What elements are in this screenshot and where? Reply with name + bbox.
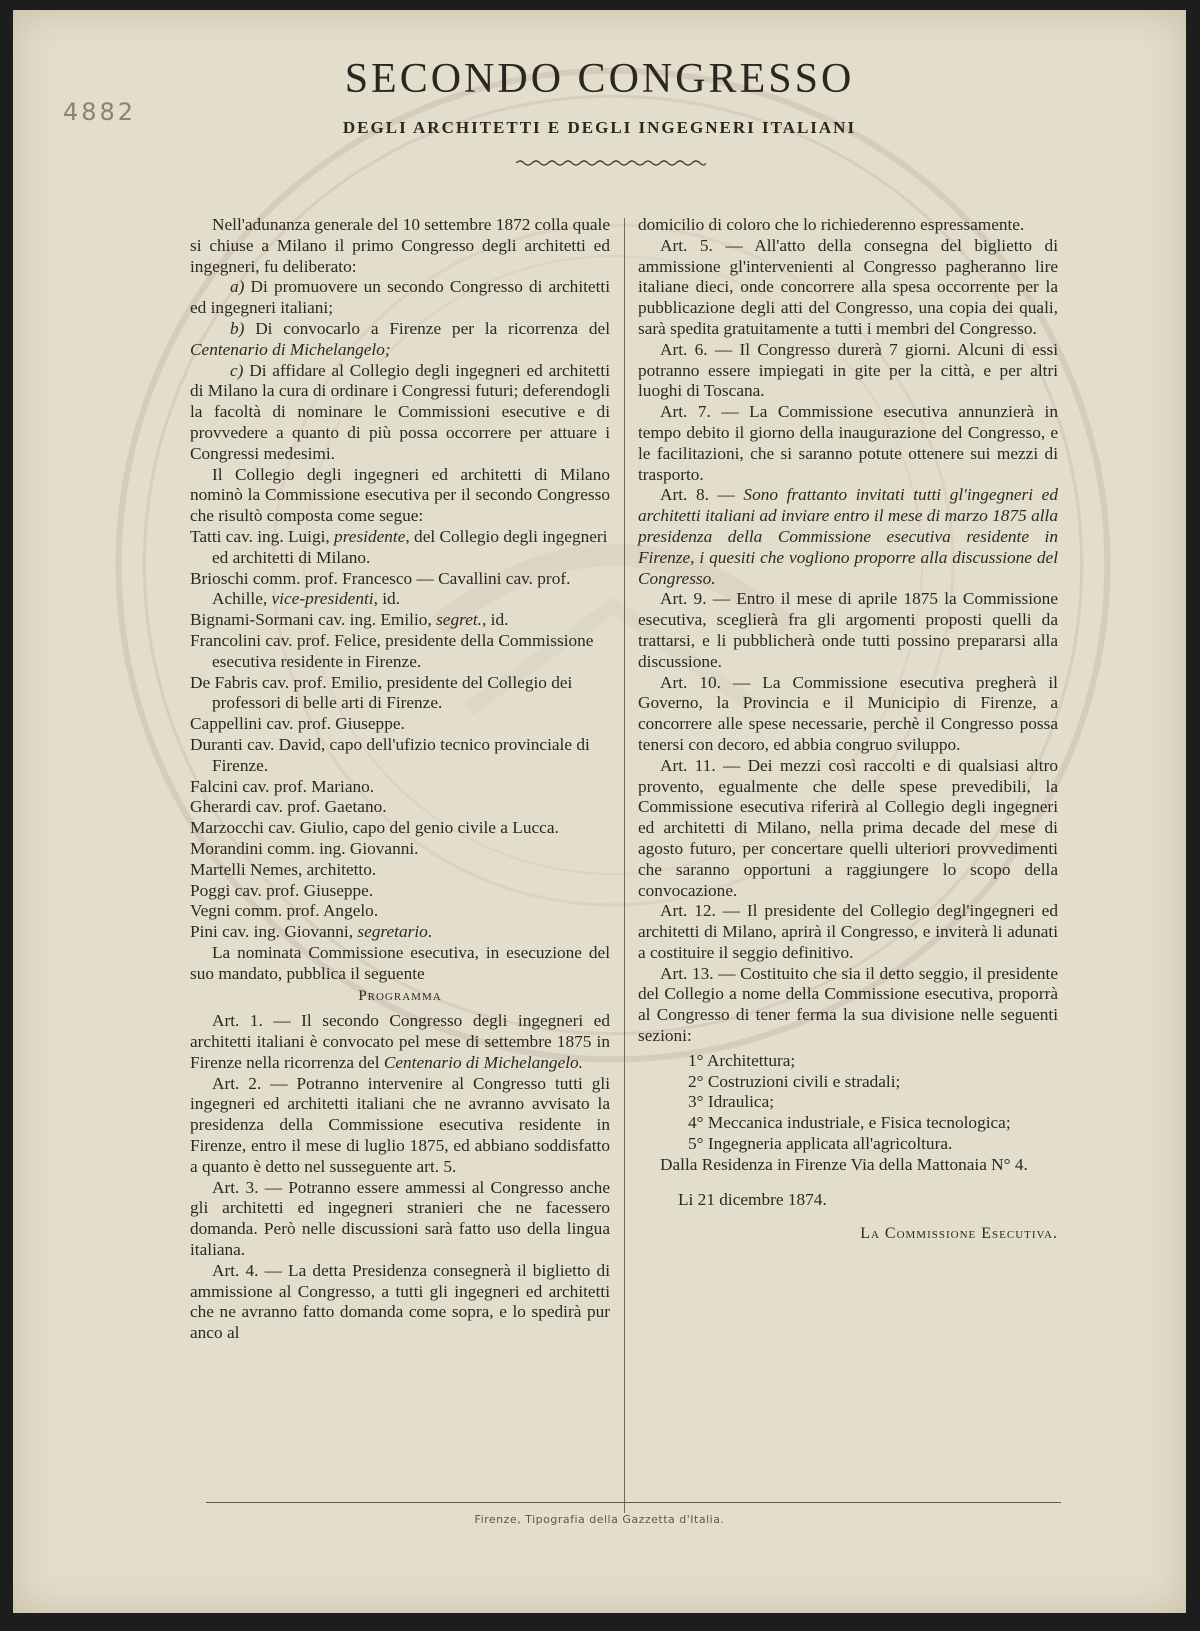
- member-role: segret.: [436, 610, 482, 630]
- resolution-b-italic: Centenario di Michelangelo;: [190, 339, 391, 359]
- member-text: Falcini cav. prof. Mariano.: [190, 776, 375, 796]
- member-entry: [190, 777, 610, 798]
- member-text: Brioschi comm. prof. Francesco — Cavallini cav. prof. Achille,: [190, 568, 571, 609]
- resolution-c-marker: c): [230, 360, 244, 380]
- member-text: Martelli Nemes, architetto.: [190, 859, 377, 879]
- member-text: Duranti cav. David, capo dell'ufizio tecnico provinciale di Firenze.: [190, 734, 590, 775]
- article-7: Art. 7. — La Commissione esecutiva annunzierà in tempo debito il giorno della inaugurazione del Congresso, e le facilitazioni, che si saranno potute ottenere sui mezzi di trasporto.: [638, 402, 1058, 484]
- article-3: Art. 3. — Potranno essere ammessi al Congresso anche gli architetti ed ingegneri stranieri che ne facessero domanda. Però nelle discussioni sarà fatto uso della lingua italiana.: [190, 1177, 610, 1260]
- member-entry: [190, 631, 610, 673]
- member-text: Marzocchi cav. Giulio, capo del genio civile a Lucca.: [190, 818, 559, 838]
- article-13: Art. 13. — Costituito che sia il detto seggio, il presidente del Collegio a nome della Commissione esecutiva, proporrà al Congresso di tener ferma la sua divisione nelle seguenti sezioni:: [638, 963, 1058, 1046]
- collegio-paragraph: Il Collegio degli ingegneri ed architetti di Milano nominò la Commissione esecutiva per il secondo Congresso che risultò composta come segue:: [190, 464, 610, 526]
- member-entry: [190, 797, 610, 818]
- member-text-after: .: [427, 922, 433, 942]
- ornament-divider: [516, 158, 706, 168]
- article-8: [638, 485, 1058, 589]
- catalog-number: 4882: [63, 98, 137, 126]
- member-text: Bignami-Sormani cav. ing. Emilio,: [190, 610, 437, 630]
- member-entry: [190, 673, 610, 715]
- member-role: presidente: [334, 526, 406, 546]
- section-item: 1° Architettura;: [688, 1050, 796, 1070]
- member-entry: [190, 527, 610, 569]
- member-text: Vegni comm. prof. Angelo.: [190, 901, 379, 921]
- resolution-c-text: Di affidare al Collegio degli ingegneri ed architetti di Milano la cura di ordinare i Congressi futuri; deferendogli la facoltà di nominare le Commissioni esecutive e di provvedere a quanto di più possa occorrere per attuare i Congressi medesimi.: [190, 360, 610, 463]
- section-item: 3° Idraulica;: [688, 1092, 775, 1112]
- printer-imprint: Firenze, Tipografia della Gazzetta d'Italia.: [474, 1513, 725, 1526]
- resolution-b-text: Di convocarlo a Firenze per la ricorrenza del: [244, 318, 610, 338]
- article-4-continued: domicilio di coloro che lo richiederenno espressamente.: [638, 215, 1025, 234]
- member-entry: [190, 839, 610, 860]
- article-6: Art. 6. — Il Congresso durerà 7 giorni. Alcuni di essi potranno essere impiegati in gite per la città, e per altri luoghi di Toscana.: [638, 339, 1058, 401]
- programma-heading: Programma: [358, 988, 442, 1005]
- member-entry: [190, 735, 610, 777]
- column-divider: [624, 218, 625, 1513]
- resolution-b: [190, 319, 610, 361]
- member-text: Tatti cav. ing. Luigi,: [190, 526, 335, 546]
- section-item: 2° Costruzioni civili e stradali;: [688, 1071, 901, 1091]
- member-text: Morandini comm. ing. Giovanni.: [190, 838, 419, 858]
- document-sheet: [13, 10, 1186, 1613]
- article-1-text: Art. 1. — Il secondo Congresso degli ingegneri ed architetti italiani è convocato pel mese di settembre 1875 in Firenze nella ricorrenza del: [190, 1011, 610, 1072]
- member-entry: [190, 901, 610, 922]
- members-list: [190, 527, 610, 943]
- document-subtitle: DEGLI ARCHITETTI E DEGLI INGEGNERI ITALIANI: [342, 118, 857, 137]
- member-text: Poggi cav. prof. Giuseppe.: [190, 880, 374, 900]
- right-column: [638, 215, 1058, 1245]
- member-text: Pini cav. ing. Giovanni,: [190, 922, 358, 942]
- member-entry: [190, 610, 610, 631]
- member-entry: [190, 881, 610, 902]
- member-role: segretario: [357, 922, 428, 942]
- resolution-a-text: Di promuovere un secondo Congresso di architetti ed ingegneri italiani;: [190, 277, 610, 318]
- member-text: Gherardi cav. prof. Gaetano.: [190, 797, 387, 817]
- article-4: Art. 4. — La detta Presidenza consegnerà il biglietto di ammissione al Congresso, a tutti gli ingegneri ed architetti che ne avranno fatto domanda come sopra, e lo spedirà pur anco al: [190, 1260, 610, 1343]
- article-2: Art. 2. — Potranno intervenire al Congresso tutti gli ingegneri ed architetti italiani che ne avranno avvisato la presidenza della Commissione esecutiva residente in Firenze, entro il mese di luglio 1875, ed abbiano soddisfatto a quanto è detto nel susseguente art. 5.: [190, 1073, 610, 1176]
- article-10: Art. 10. — La Commissione esecutiva pregherà il Governo, la Provincia e il Municipio di Firenze, a concorrere alle spese necessarie, perchè il Congresso possa tenersi con decoro, ed abbia congruo sviluppo.: [638, 672, 1058, 754]
- member-entry: [190, 569, 610, 611]
- article-1: [190, 1011, 610, 1073]
- footer-rule: [206, 1502, 1061, 1503]
- member-entry: [190, 714, 610, 735]
- signature-line: La Commissione Esecutiva.: [860, 1225, 1058, 1243]
- resolution-b-marker: b): [230, 318, 245, 338]
- left-column: [190, 215, 610, 1344]
- intro-paragraph: Nell'adunanza generale del 10 settembre 1872 colla quale si chiuse a Milano il primo Congresso degli architetti ed ingegneri, fu deliberato:: [190, 215, 611, 276]
- member-text-after: , id.: [373, 589, 400, 609]
- article-11: Art. 11. — Dei mezzi così raccolti e di qualsiasi altro provento, egualmente che delle spese prevedibili, la Commissione esecutiva riferirà al Collegio degli ingegneri ed architetti di Milano, nella prima decade del mese di agosto futuro, per concertare quelli ulteriori provvedimenti che saranno opportuni a raggiungere lo scopo della convocazione.: [638, 755, 1058, 900]
- closing-intro: La nominata Commissione esecutiva, in esecuzione del suo mandato, pubblica il seguente: [190, 942, 610, 983]
- member-entry: [190, 818, 610, 839]
- resolution-c: [190, 361, 610, 465]
- resolution-a: [190, 277, 610, 319]
- article-1-italic: Centenario di Michelangelo.: [383, 1052, 584, 1072]
- member-text-after: , del Collegio degli ingegneri ed architetti di Milano.: [212, 526, 608, 567]
- document-title: SECONDO CONGRESSO: [344, 56, 855, 102]
- resolution-a-marker: a): [230, 277, 245, 297]
- section-item: 5° Ingegneria applicata all'agricoltura.: [688, 1134, 953, 1154]
- date-line: Li 21 dicembre 1874.: [678, 1189, 827, 1209]
- section-item: 4° Meccanica industriale, e Fisica tecnologica;: [688, 1113, 1011, 1133]
- article-12: Art. 12. — Il presidente del Collegio degl'ingegneri ed architetti di Milano, aprirà il Congresso, e inviterà li adunati a costituire il seggio definitivo.: [638, 901, 1058, 962]
- article-8-italic: Sono frattanto invitati tutti gl'ingegneri ed architetti italiani ad inviare entro il mese di marzo 1875 alla presidenza della Commissione esecutiva residente in Firenze, i quesiti che vogliono proporre alla discussione del Congresso.: [638, 485, 1058, 588]
- member-role: vice-presidenti: [271, 589, 374, 609]
- member-text: Francolini cav. prof. Felice, presidente della Commissione esecutiva residente in Firenze.: [190, 630, 594, 671]
- member-entry: [190, 860, 610, 881]
- article-9: Art. 9. — Entro il mese di aprile 1875 la Commissione esecutiva, sceglierà fra gli argomenti proposti quelli da trattarsi, e li pubblicherà onde tutti possino prepararsi alla discussione.: [638, 589, 1058, 671]
- residence-line: Dalla Residenza in Firenze Via della Mattonaia N° 4.: [660, 1154, 1028, 1174]
- member-text-after: , id.: [482, 610, 509, 630]
- article-8-label: Art. 8. —: [660, 485, 744, 505]
- member-text: Cappellini cav. prof. Giuseppe.: [190, 714, 405, 734]
- member-text: De Fabris cav. prof. Emilio, presidente del Collegio dei professori di belle arti di Firenze.: [190, 672, 573, 713]
- article-5: Art. 5. — All'atto della consegna del biglietto di ammissione gl'intervenienti al Congresso pagheranno lire italiane dieci, onde concorrere alla spesa occorrente per la pubblicazione degli atti del Congresso, una copia dei quali, sarà spedita gratuitamente a tutti i membri del Congresso.: [638, 235, 1058, 338]
- member-entry: [190, 922, 610, 943]
- sections-list: [638, 1051, 1058, 1155]
